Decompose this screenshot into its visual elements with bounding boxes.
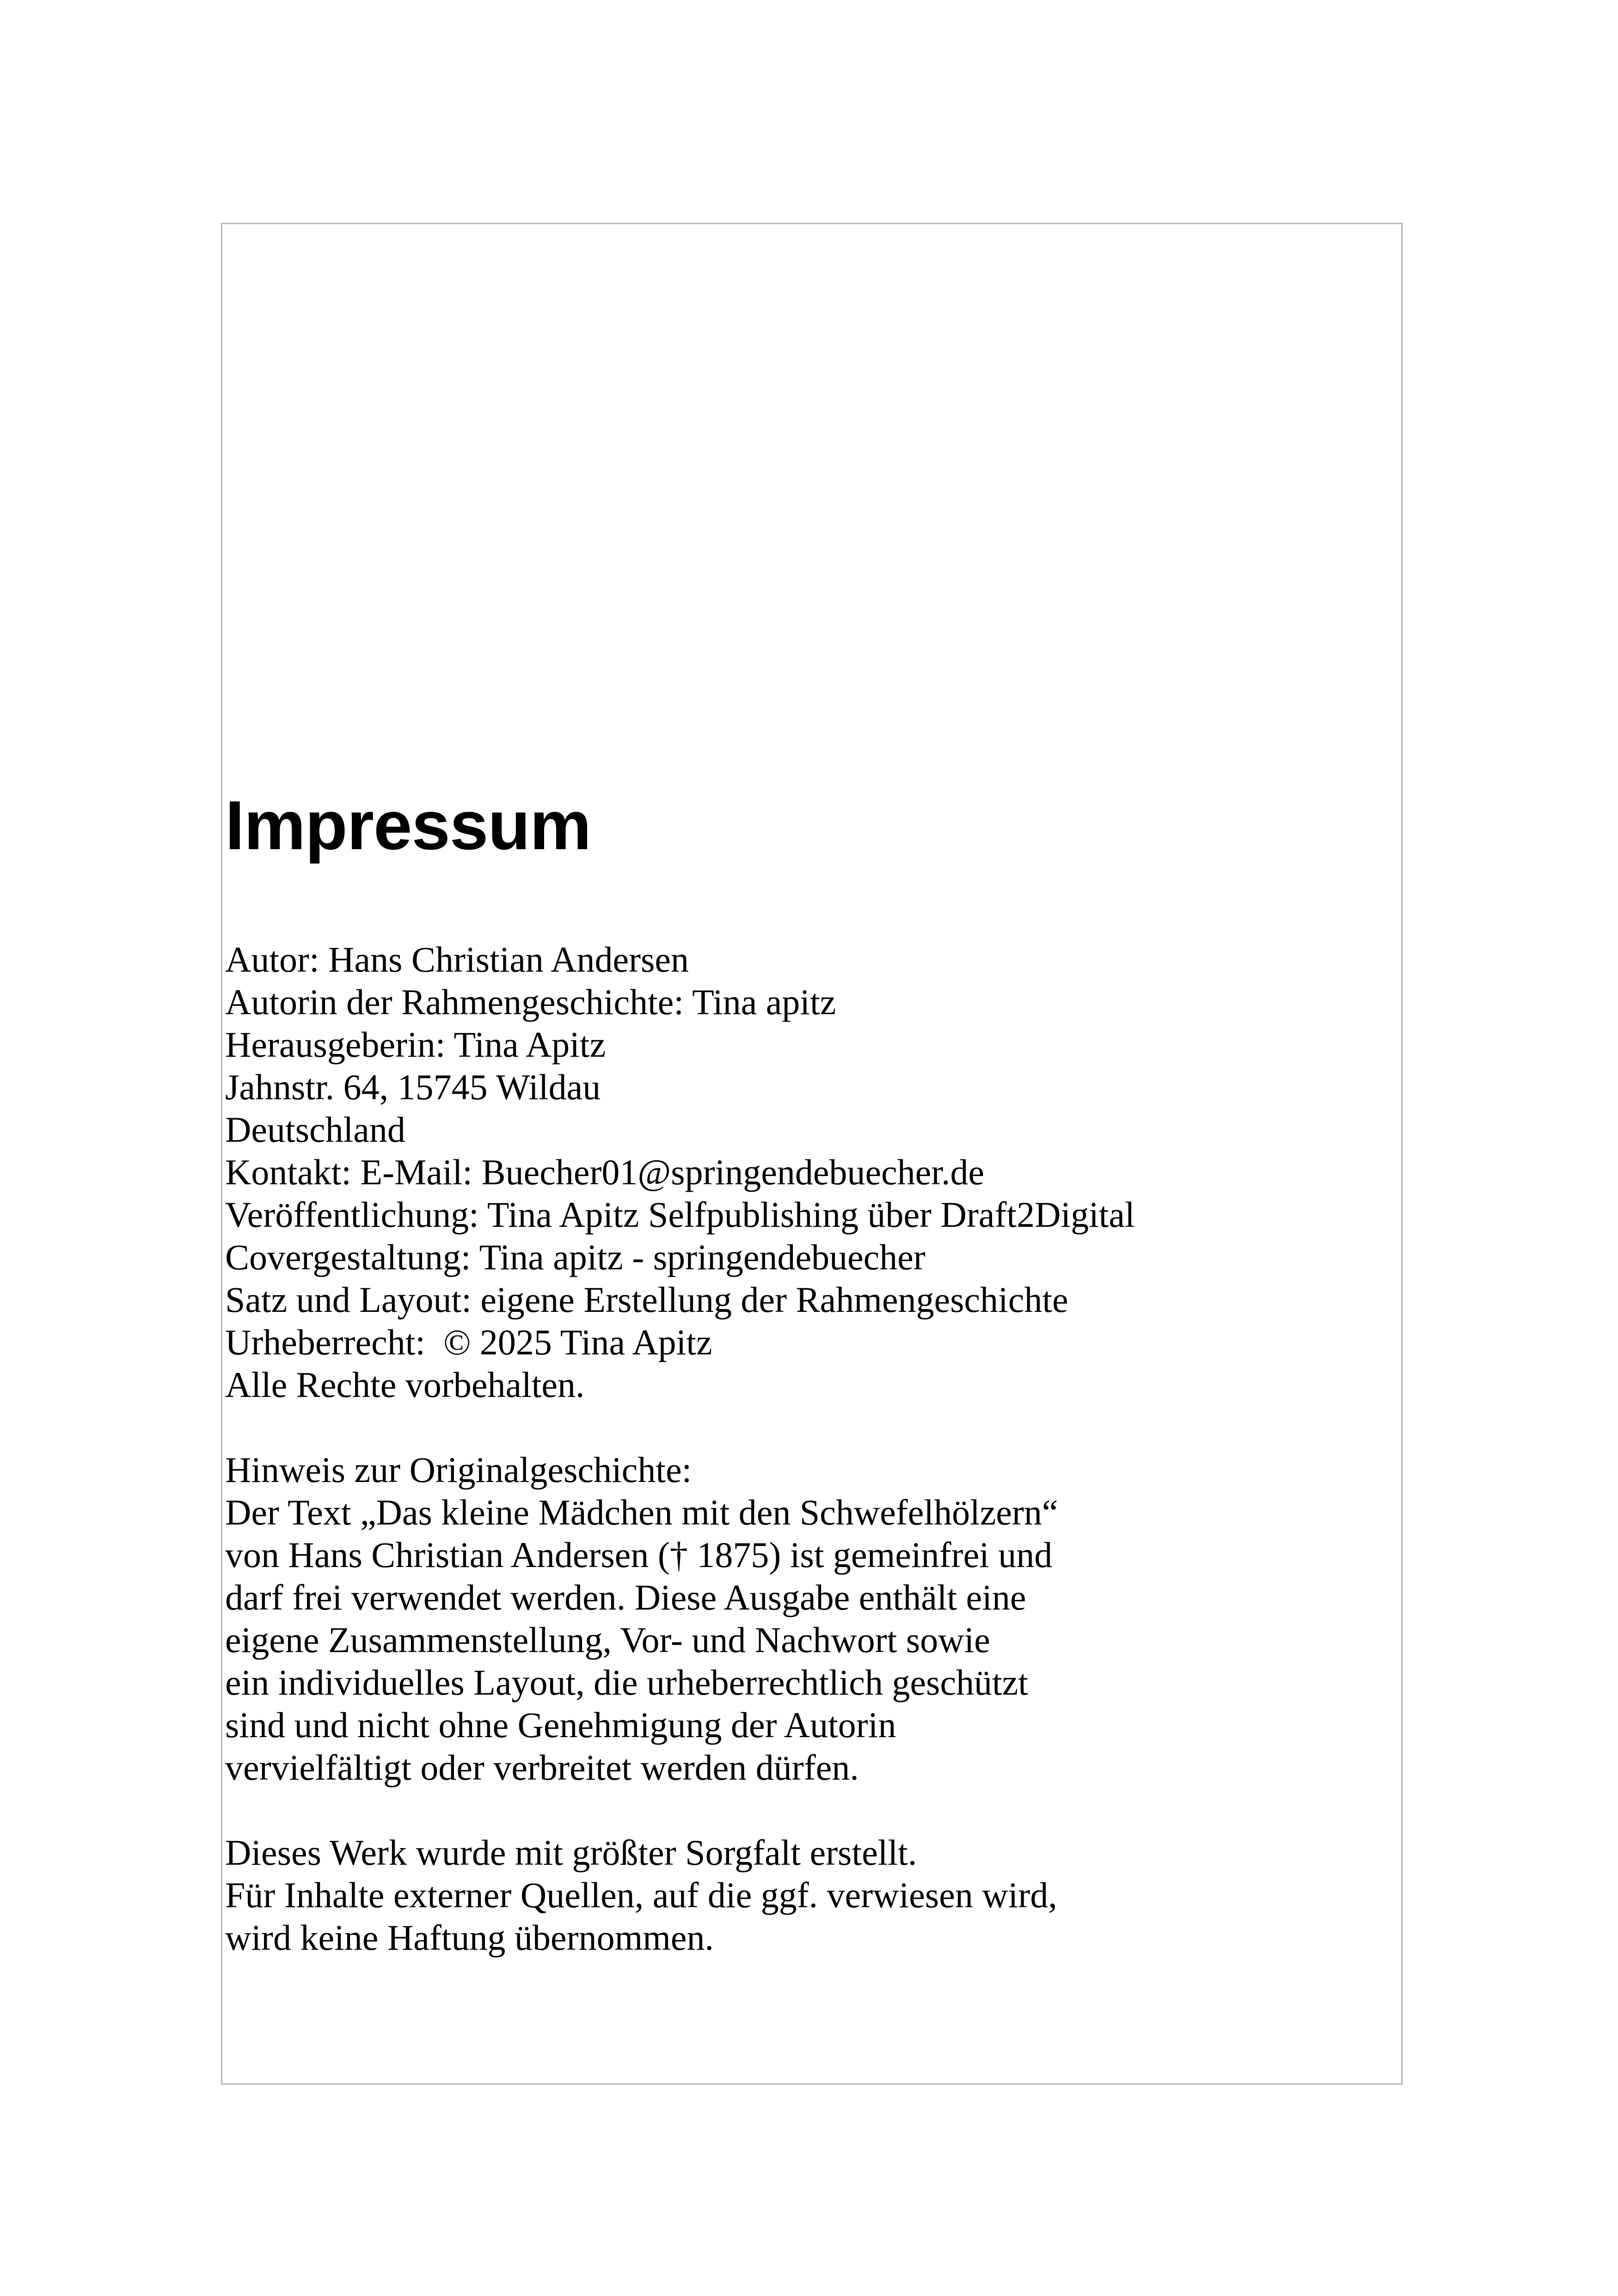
imprint-line-rights: Alle Rechte vorbehalten. [225,1365,585,1405]
imprint-line-layout: Satz und Layout: eigene Erstellung der Rahmengeschichte [225,1280,1068,1320]
original-note-line: vervielfältigt oder verbreitet werden dürfen. [225,1747,859,1788]
imprint-line-copyright: Urheberrecht: © 2025 Tina Apitz [225,1322,712,1362]
imprint-line-publication: Veröffentlichung: Tina Apitz Selfpublishing über Draft2Digital [225,1194,1135,1235]
original-note-heading: Hinweis zur Originalgeschichte: [225,1450,692,1490]
imprint-line-contact: Kontakt: E-Mail: Buecher01@springendebuecher.de [225,1152,985,1192]
imprint-line-publisher: Herausgeberin: Tina Apitz [225,1024,606,1065]
disclaimer-line: wird keine Haftung übernommen. [225,1917,714,1958]
original-note-block [225,1449,1390,1789]
imprint-line-frame-author: Autorin der Rahmengeschichte: Tina apitz [225,982,836,1022]
original-note-line: darf frei verwendet werden. Diese Ausgabe enthält eine [225,1577,1026,1617]
original-note-line: Der Text „Das kleine Mädchen mit den Schwefelhölzern“ [225,1492,1058,1532]
original-note-line: sind und nicht ohne Genehmigung der Autorin [225,1705,896,1745]
page-content [225,781,1390,1959]
disclaimer-line: Für Inhalte externer Quellen, auf die ggf. verwiesen wird, [225,1875,1057,1915]
paragraph-gap [225,1789,1390,1831]
original-note-line: von Hans Christian Andersen († 1875) ist gemeinfrei und [225,1535,1053,1575]
imprint-line-street: Jahnstr. 64, 15745 Wildau [225,1067,601,1107]
original-note-line: ein individuelles Layout, die urheberrechtlich geschützt [225,1662,1029,1702]
imprint-line-author: Autor: Hans Christian Andersen [225,939,689,980]
disclaimer-line: Dieses Werk wurde mit größter Sorgfalt erstellt. [225,1832,917,1873]
disclaimer-block [225,1831,1390,1959]
imprint-line-country: Deutschland [225,1109,405,1150]
original-note-line: eigene Zusammenstellung, Vor- und Nachwort sowie [225,1620,990,1660]
paragraph-gap [225,1406,1390,1449]
imprint-block [225,938,1390,1406]
page-title: Impressum [225,786,591,864]
imprint-line-cover: Covergestaltung: Tina apitz - springendebuecher [225,1237,925,1277]
